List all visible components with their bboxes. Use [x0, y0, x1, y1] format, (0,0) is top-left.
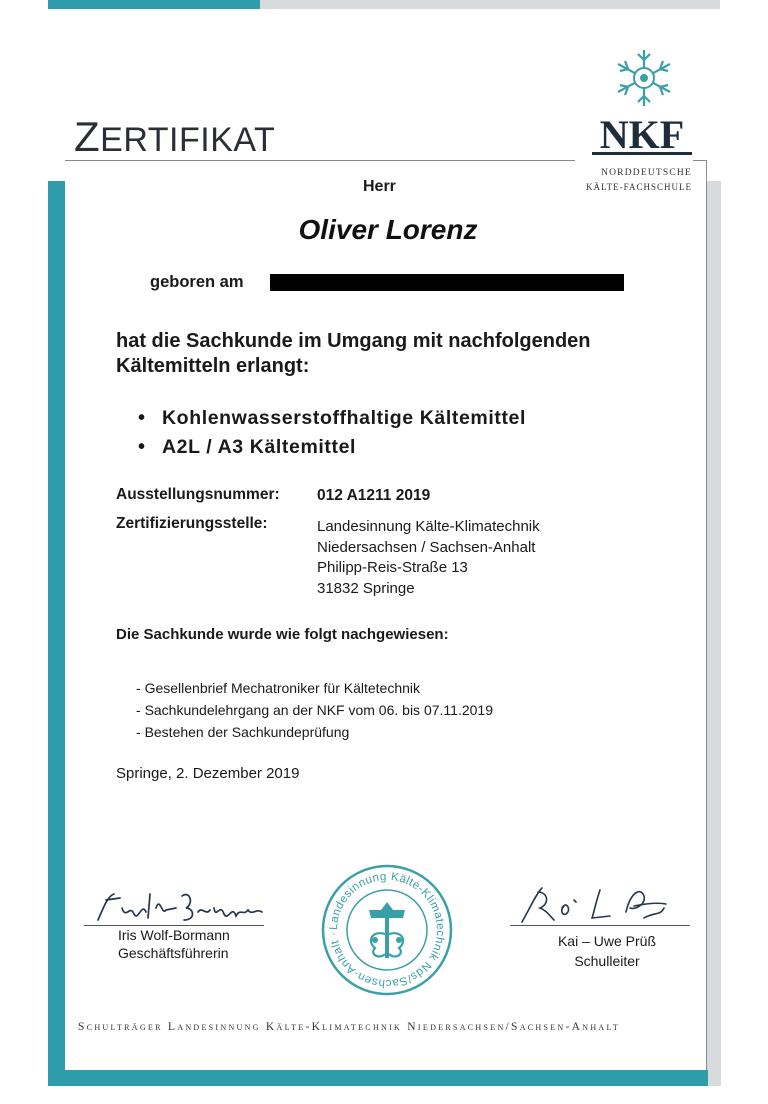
- top-grey-bar: [260, 0, 720, 9]
- recipient-name: Oliver Lorenz: [298, 214, 478, 245]
- certifier-address: [317, 517, 540, 599]
- refrigerant-item: • Kohlenwasserstoffhaltige Kältemittel: [138, 404, 526, 433]
- svg-text:NKF: NKF: [599, 112, 685, 156]
- place-date: Springe, 2. Dezember 2019: [116, 765, 300, 782]
- nkf-wordmark: [590, 112, 694, 156]
- left-teal-bar: [48, 181, 65, 1086]
- signer-right-role: Schulleiter: [574, 953, 640, 969]
- signature-line-right: [510, 925, 690, 926]
- seal-emblem-icon: [369, 902, 405, 958]
- signer-left: [118, 926, 230, 962]
- snowflake-emblem-icon: [610, 46, 678, 110]
- right-grey-bar: [707, 181, 721, 1086]
- top-teal-bar: [48, 0, 260, 9]
- signer-left-name: Iris Wolf-Bormann: [118, 927, 230, 943]
- footer-sponsor: Schulträger Landesinnung Kälte-Klimatechnik Niedersachsen/Sachsen-Anhalt: [78, 1021, 621, 1033]
- proof-heading: Die Sachkunde wurde wie folgt nachgewiesen:: [116, 626, 449, 643]
- certifier-label: Zertifizierungsstelle:: [116, 515, 268, 532]
- signer-right-name: Kai – Uwe Prüß: [557, 933, 657, 949]
- address-line: Landesinnung Kälte-Klimatechnik: [317, 518, 540, 535]
- address-line: 31832 Springe: [317, 579, 415, 597]
- signature-left: [90, 886, 272, 926]
- signer-right: [540, 931, 674, 971]
- issue-number-value: 012 A1211 2019: [317, 487, 431, 504]
- statement-heading: hat die Sachkunde im Umgang mit nachfolgenden Kältemitteln erlangt:: [116, 330, 591, 377]
- proof-item: - Sachkundelehrgang an der NKF vom 06. bis 07.11.2019: [136, 699, 493, 721]
- signature-right: [514, 882, 694, 926]
- salutation: Herr: [363, 178, 396, 195]
- bottom-teal-bar: [48, 1070, 708, 1086]
- born-label: geboren am: [150, 273, 244, 291]
- address-line: Niedersachsen / Sachsen-Anhalt: [317, 538, 536, 556]
- logo-caption-line2: KÄLTE-FACHSCHULE: [585, 182, 692, 192]
- address-line: Philipp-Reis-Straße 13: [317, 559, 468, 576]
- issue-number-label: Ausstellungsnummer:: [116, 486, 280, 503]
- proof-list: [136, 677, 493, 743]
- signer-left-role: Geschäftsführerin: [118, 945, 229, 961]
- logo-caption-line1: NORDDEUTSCHE: [601, 168, 692, 178]
- refrigerant-list: [138, 404, 526, 462]
- svg-text:Landesinnung Kälte-Klimatechni: Landesinnung Kälte-Klimatechnik Nds/Sachsen-Anhalt ·: [327, 870, 447, 990]
- frame-logo-gap: [575, 155, 693, 167]
- proof-item: - Gesellenbrief Mechatroniker für Kältetechnik: [136, 677, 493, 699]
- proof-item: - Bestehen der Sachkundeprüfung: [136, 721, 493, 743]
- certificate-title: ZERTIFIKAT: [74, 113, 276, 160]
- redaction-bar: [270, 274, 624, 291]
- guild-seal: [319, 862, 455, 998]
- refrigerant-item: • A2L / A3 Kältemittel: [138, 433, 526, 462]
